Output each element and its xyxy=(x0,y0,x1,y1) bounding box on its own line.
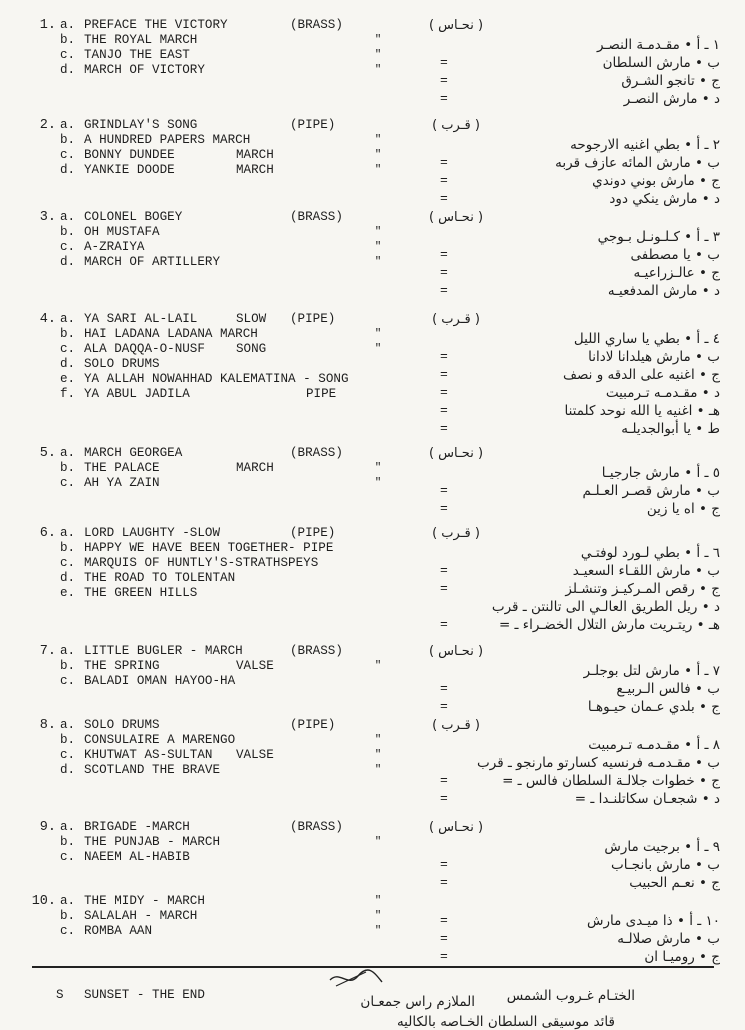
instrument-label: (PIPE) xyxy=(290,526,336,540)
arabic-items xyxy=(352,36,720,108)
arabic-item-title: د • ريل الطريق العالـي الى تالنتن ـ قرب xyxy=(491,599,720,615)
item-letter: c. xyxy=(60,748,76,762)
item-title: SALALAH - MARCH xyxy=(84,909,198,923)
list-item xyxy=(60,446,450,461)
item-suffix: MARCH xyxy=(236,163,274,177)
arabic-item-title: ج • مارش بوني دوندي xyxy=(592,173,720,189)
item-letter: d. xyxy=(60,571,76,585)
item-letter: a. xyxy=(60,894,76,908)
item-title: OH MUSTAFA xyxy=(84,225,160,239)
item-suffix: VALSE xyxy=(236,659,274,673)
arabic-list-item xyxy=(352,136,720,154)
arabic-ditto-mark: = xyxy=(440,155,448,170)
ditto-mark: " xyxy=(374,256,382,268)
arabic-list-item xyxy=(352,698,720,716)
arabic-item-title: ٨ ـ أ • مقـدمـه تـرمبيت xyxy=(588,737,720,753)
list-item xyxy=(60,894,450,909)
arabic-ditto-mark: = xyxy=(440,385,448,400)
ditto-mark: " xyxy=(374,925,382,937)
arabic-list-item xyxy=(352,36,720,54)
arabic-item-title: ب • مارش المائه عازف قربه xyxy=(555,155,720,171)
ditto-mark: " xyxy=(374,343,382,355)
arabic-ditto-mark: = xyxy=(440,949,448,964)
item-title: THE SPRING xyxy=(84,659,160,673)
item-letter: c. xyxy=(60,674,76,688)
arabic-item-title: ٤ ـ أ • بطي يا ساري الليل xyxy=(573,331,720,347)
arabic-instrument-label: ( نحـاس ) xyxy=(428,820,484,835)
item-title: YA ABUL JADILA xyxy=(84,387,190,401)
item-letter: a. xyxy=(60,718,76,732)
item-title: TANJO THE EAST xyxy=(84,48,190,62)
item-title: PREFACE THE VICTORY xyxy=(84,18,228,32)
item-title: MARQUIS OF HUNTLY'S-STRATHSPEYS xyxy=(84,556,319,570)
arabic-item-title: د • مارش النصـر xyxy=(623,91,720,107)
arabic-list-item xyxy=(352,948,720,966)
ditto-mark: " xyxy=(374,734,382,746)
instrument-label: (PIPE) xyxy=(290,118,336,132)
arabic-items xyxy=(352,662,720,716)
item-letter: c. xyxy=(60,556,76,570)
item-letter: d. xyxy=(60,255,76,269)
arabic-item-title: ج • تانجو الشـرق xyxy=(621,73,720,89)
arabic-ditto-mark: = xyxy=(440,55,448,70)
arabic-list-item xyxy=(352,90,720,108)
item-letter: a. xyxy=(60,118,76,132)
item-letter: b. xyxy=(60,327,76,341)
arabic-item-title: ب • فالس الـربيـع xyxy=(616,681,720,697)
arabic-list-item xyxy=(352,754,720,772)
arabic-ditto-mark: = xyxy=(440,857,448,872)
arabic-list-item xyxy=(352,348,720,366)
item-letter: b. xyxy=(60,461,76,475)
arabic-item-title: ب • مقـدمـه فرنسيه كسارتو مارنجو ـ قرب xyxy=(477,755,720,771)
item-letter: a. xyxy=(60,446,76,460)
item-letter: d. xyxy=(60,763,76,777)
item-title: THE GREEN HILLS xyxy=(84,586,198,600)
item-title: KHUTWAT AS-SULTAN xyxy=(84,748,213,762)
group-number: 2. xyxy=(39,118,56,133)
arabic-list-item xyxy=(352,264,720,282)
arabic-item-title: ١ ـ أ • مقـدمـة النصـر xyxy=(597,37,720,53)
instrument-label: (BRASS) xyxy=(290,18,343,32)
arabic-ditto-mark: = xyxy=(440,563,448,578)
arabic-ditto-mark: = xyxy=(440,91,448,106)
arabic-item-title: ج • رقص المـركيـز وتنشـلز xyxy=(565,581,720,597)
item-title: CONSULAIRE A MARENGO xyxy=(84,733,236,747)
arabic-list-item xyxy=(352,912,720,930)
footer-text: SUNSET - THE END xyxy=(84,988,205,1002)
footer-signature: الملازم راس جمعـان xyxy=(360,994,475,1010)
item-letter: b. xyxy=(60,733,76,747)
item-letter: c. xyxy=(60,924,76,938)
arabic-item-title: ٦ ـ أ • بطي لـورد لوفتـي xyxy=(580,545,720,561)
ditto-mark: " xyxy=(374,895,382,907)
instrument-label: (BRASS) xyxy=(290,210,343,224)
ditto-mark: " xyxy=(374,462,382,474)
item-letter: b. xyxy=(60,835,76,849)
arabic-list-item xyxy=(352,662,720,680)
item-letter: b. xyxy=(60,33,76,47)
arabic-list-item xyxy=(352,856,720,874)
arabic-item-title: هـ • اغنيه يا الله نوحد كلمتنا xyxy=(564,403,720,419)
item-title: MARCH GEORGEA xyxy=(84,446,183,460)
ditto-mark: " xyxy=(374,749,382,761)
item-title: AH YA ZAIN xyxy=(84,476,160,490)
item-letter: b. xyxy=(60,225,76,239)
arabic-list-item xyxy=(352,190,720,208)
item-title: A-ZRAIYA xyxy=(84,240,145,254)
arabic-item-title: ج • روميـا ان xyxy=(644,949,720,965)
group-number: 3. xyxy=(39,210,56,225)
item-title: NAEEM AL-HABIB xyxy=(84,850,190,864)
ditto-mark: " xyxy=(374,164,382,176)
arabic-list-item xyxy=(352,402,720,420)
ditto-mark: " xyxy=(374,241,382,253)
arabic-items xyxy=(352,464,720,518)
list-item xyxy=(60,526,450,541)
item-title: BONNY DUNDEE xyxy=(84,148,175,162)
item-suffix: MARCH xyxy=(236,148,274,162)
group-number: 4. xyxy=(39,312,56,327)
arabic-list-item xyxy=(352,172,720,190)
item-letter: a. xyxy=(60,820,76,834)
footer-arabic: الختـام غـروب الشمس xyxy=(506,988,635,1004)
arabic-list-item xyxy=(352,580,720,598)
arabic-list-item xyxy=(352,790,720,808)
arabic-ditto-mark: = xyxy=(440,791,448,806)
instrument-label: (BRASS) xyxy=(290,644,343,658)
item-letter: a. xyxy=(60,644,76,658)
arabic-item-title: ب • مارش بانجـاب xyxy=(610,857,720,873)
item-letter: c. xyxy=(60,148,76,162)
item-letter: a. xyxy=(60,210,76,224)
instrument-label: (PIPE) xyxy=(290,718,336,732)
arabic-ditto-mark: = xyxy=(440,913,448,928)
list-item xyxy=(60,210,450,225)
arabic-item-title: ٧ ـ أ • مارش لتل بوجلـر xyxy=(583,663,720,679)
arabic-ditto-mark: = xyxy=(440,699,448,714)
arabic-list-item xyxy=(352,616,720,634)
item-letter: b. xyxy=(60,133,76,147)
item-letter: a. xyxy=(60,18,76,32)
item-title: YA SARI AL-LAIL xyxy=(84,312,198,326)
arabic-instrument-label: ( نحـاس ) xyxy=(428,18,484,33)
item-suffix: SLOW xyxy=(236,312,267,326)
item-letter: a. xyxy=(60,526,76,540)
item-title: GRINDLAY'S SONG xyxy=(84,118,198,132)
arabic-ditto-mark: = xyxy=(440,349,448,364)
arabic-items xyxy=(352,912,720,966)
arabic-item-title: ٢ ـ أ • بطي اغنيه الارجوحه xyxy=(570,137,720,153)
list-item xyxy=(60,820,450,835)
item-letter: c. xyxy=(60,850,76,864)
item-title: LORD LAUGHTY -SLOW xyxy=(84,526,221,540)
arabic-item-title: ب • مارش قصـر العـلـم xyxy=(582,483,720,499)
ditto-mark: " xyxy=(374,328,382,340)
arabic-list-item xyxy=(352,544,720,562)
item-title: THE MIDY - MARCH xyxy=(84,894,205,908)
arabic-list-item xyxy=(352,282,720,300)
arabic-ditto-mark: = xyxy=(440,367,448,382)
arabic-ditto-mark: = xyxy=(440,191,448,206)
item-suffix: PIPE xyxy=(306,387,337,401)
ditto-mark: " xyxy=(374,836,382,848)
item-title: THE PALACE xyxy=(84,461,160,475)
arabic-list-item xyxy=(352,874,720,892)
arabic-ditto-mark: = xyxy=(440,931,448,946)
arabic-list-item xyxy=(352,72,720,90)
arabic-item-title: د • مقـدمـه تـرمبيت xyxy=(605,385,720,401)
item-suffix: MARCH xyxy=(236,461,274,475)
item-title: MARCH OF ARTILLERY xyxy=(84,255,221,269)
ditto-mark: " xyxy=(374,226,382,238)
item-title: THE PUNJAB - MARCH xyxy=(84,835,221,849)
arabic-list-item xyxy=(352,54,720,72)
arabic-ditto-mark: = xyxy=(440,875,448,890)
arabic-instrument-label: ( نحـاس ) xyxy=(428,446,484,461)
arabic-list-item xyxy=(352,838,720,856)
arabic-ditto-mark: = xyxy=(440,265,448,280)
arabic-ditto-mark: = xyxy=(440,247,448,262)
arabic-instrument-label: ( قـرب ) xyxy=(432,526,480,541)
arabic-item-title: ج • بلدي عـمان حيـوهـا xyxy=(587,699,720,715)
arabic-list-item xyxy=(352,384,720,402)
arabic-item-title: د • مارش المدفعيـه xyxy=(607,283,720,299)
group-number: 5. xyxy=(39,446,56,461)
item-letter: c. xyxy=(60,342,76,356)
item-title: SOLO DRUMS xyxy=(84,718,160,732)
arabic-item-title: ج • اغنيه على الدقه و نصف xyxy=(563,367,720,383)
item-title: YA ALLAH NOWAHHAD KALEMATINA - SONG xyxy=(84,372,349,386)
arabic-list-item xyxy=(352,930,720,948)
arabic-list-item xyxy=(352,330,720,348)
footer-cut-text: قائد موسيقى السلطان الخـاصه بالكاليه xyxy=(396,1014,615,1030)
arabic-list-item xyxy=(352,246,720,264)
ditto-mark: " xyxy=(374,34,382,46)
arabic-list-item xyxy=(352,772,720,790)
arabic-item-title: ١٠ ـ أ • ذا ميـدى مارش xyxy=(587,913,720,929)
arabic-items xyxy=(352,544,720,634)
item-letter: b. xyxy=(60,541,76,555)
arabic-list-item xyxy=(352,464,720,482)
arabic-item-title: ٥ ـ أ • مارش جارجيـا xyxy=(601,465,720,481)
group-number: 9. xyxy=(39,820,56,835)
list-item xyxy=(60,118,450,133)
group-number: 1. xyxy=(39,18,56,33)
ditto-mark: " xyxy=(374,477,382,489)
item-letter: c. xyxy=(60,240,76,254)
arabic-instrument-label: ( قـرب ) xyxy=(432,312,480,327)
arabic-item-title: ط • يا أبوالجديلـه xyxy=(621,421,720,437)
arabic-item-title: د • مارش ينكي دود xyxy=(609,191,720,207)
arabic-ditto-mark: = xyxy=(440,773,448,788)
arabic-list-item xyxy=(352,736,720,754)
ditto-mark: " xyxy=(374,149,382,161)
arabic-items xyxy=(352,136,720,208)
arabic-instrument-label: ( قـرب ) xyxy=(432,118,480,133)
arabic-ditto-mark: = xyxy=(440,581,448,596)
group-number: 7. xyxy=(39,644,56,659)
ditto-mark: " xyxy=(374,64,382,76)
instrument-label: (BRASS) xyxy=(290,820,343,834)
ditto-mark: " xyxy=(374,910,382,922)
ditto-mark: " xyxy=(374,49,382,61)
arabic-items xyxy=(352,330,720,438)
item-letter: f. xyxy=(60,387,76,401)
arabic-items xyxy=(352,838,720,892)
list-item xyxy=(60,644,450,659)
arabic-list-item xyxy=(352,154,720,172)
arabic-item-title: ٣ ـ أ • كـلـونـل بـوجي xyxy=(597,229,720,245)
item-title: SCOTLAND THE BRAVE xyxy=(84,763,221,777)
item-title: MARCH OF VICTORY xyxy=(84,63,205,77)
item-suffix: SONG xyxy=(236,342,267,356)
arabic-ditto-mark: = xyxy=(440,283,448,298)
instrument-label: (BRASS) xyxy=(290,446,343,460)
item-title: LITTLE BUGLER - MARCH xyxy=(84,644,243,658)
item-suffix: VALSE xyxy=(236,748,274,762)
arabic-list-item xyxy=(352,500,720,518)
item-title: YANKIE DOODE xyxy=(84,163,175,177)
item-letter: e. xyxy=(60,586,76,600)
item-title: THE ROYAL MARCH xyxy=(84,33,198,47)
item-letter: c. xyxy=(60,476,76,490)
arabic-ditto-mark: = xyxy=(440,483,448,498)
arabic-instrument-label: ( قـرب ) xyxy=(432,718,480,733)
item-title: BRIGADE -MARCH xyxy=(84,820,190,834)
list-item xyxy=(60,718,450,733)
arabic-ditto-mark: = xyxy=(440,73,448,88)
arabic-item-title: ب • مارش هيلدانا لادانا xyxy=(588,349,720,365)
list-item xyxy=(60,18,450,33)
item-letter: d. xyxy=(60,63,76,77)
item-letter: c. xyxy=(60,48,76,62)
arabic-ditto-mark: = xyxy=(440,617,448,632)
arabic-ditto-mark: = xyxy=(440,501,448,516)
arabic-item-title: ج • خطوات جلالـة السلطان فالس ـ = xyxy=(502,773,720,789)
arabic-list-item xyxy=(352,482,720,500)
arabic-item-title: د • شجعـان سكاتلنـدا ـ = xyxy=(574,791,720,807)
ditto-mark: " xyxy=(374,764,382,776)
arabic-item-title: ب • مارش صلالـه xyxy=(617,931,720,947)
arabic-item-title: ج • عالـزراعيـه xyxy=(633,265,720,281)
arabic-list-item xyxy=(352,366,720,384)
item-title: SOLO DRUMS xyxy=(84,357,160,371)
item-title: HAPPY WE HAVE BEEN TOGETHER- PIPE xyxy=(84,541,334,555)
group-number: 8. xyxy=(39,718,56,733)
group-number: 6. xyxy=(39,526,56,541)
group-number: 10. xyxy=(31,894,56,909)
arabic-ditto-mark: = xyxy=(440,403,448,418)
item-letter: b. xyxy=(60,659,76,673)
arabic-item-title: هـ • ريتـريت مارش التلال الخضـراء ـ = xyxy=(498,617,720,633)
item-letter: b. xyxy=(60,909,76,923)
arabic-list-item xyxy=(352,680,720,698)
item-letter: e. xyxy=(60,372,76,386)
item-title: HAI LADANA LADANA MARCH xyxy=(84,327,258,341)
arabic-item-title: ب • مارش اللقـاء السعيـد xyxy=(572,563,720,579)
list-item xyxy=(60,312,450,327)
item-title: ALA DAQQA-O-NUSF xyxy=(84,342,205,356)
arabic-item-title: ٩ ـ أ • برجيت مارش xyxy=(604,839,720,855)
arabic-item-title: ج • نعـم الحبيب xyxy=(629,875,720,891)
arabic-list-item xyxy=(352,562,720,580)
arabic-item-title: ب • مارش السلطان xyxy=(602,55,720,71)
item-title: THE ROAD TO TOLENTAN xyxy=(84,571,236,585)
ditto-mark: " xyxy=(374,660,382,672)
item-title: BALADI OMAN HAYOO-HA xyxy=(84,674,236,688)
arabic-ditto-mark: = xyxy=(440,421,448,436)
arabic-instrument-label: ( نحـاس ) xyxy=(428,210,484,225)
handwritten-mark-icon xyxy=(326,966,386,990)
item-title: COLONEL BOGEY xyxy=(84,210,183,224)
arabic-list-item xyxy=(352,228,720,246)
arabic-ditto-mark: = xyxy=(440,681,448,696)
arabic-item-title: ج • اه يا زين xyxy=(646,501,720,517)
arabic-instrument-label: ( نحـاس ) xyxy=(428,644,484,659)
ditto-mark: " xyxy=(374,134,382,146)
item-title: A HUNDRED PAPERS MARCH xyxy=(84,133,251,147)
item-title: ROMBA AAN xyxy=(84,924,153,938)
arabic-items xyxy=(352,228,720,300)
arabic-ditto-mark: = xyxy=(440,173,448,188)
arabic-items xyxy=(352,736,720,808)
item-letter: d. xyxy=(60,357,76,371)
arabic-list-item xyxy=(352,598,720,616)
instrument-label: (PIPE) xyxy=(290,312,336,326)
arabic-item-title: ب • يا مصطفى xyxy=(630,247,720,263)
footer-letter: S xyxy=(56,988,64,1002)
arabic-list-item xyxy=(352,420,720,438)
item-letter: a. xyxy=(60,312,76,326)
item-letter: d. xyxy=(60,163,76,177)
